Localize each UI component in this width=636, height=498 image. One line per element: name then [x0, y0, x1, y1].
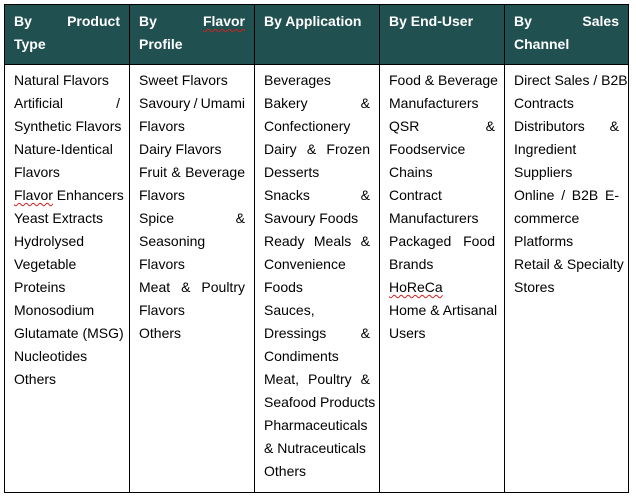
list-item-line: Spice &: [139, 210, 245, 226]
list-item-line: Flavors: [14, 164, 60, 180]
list-item-line: Natural Flavors: [14, 72, 109, 88]
list-item-line: Savoury Foods: [264, 210, 359, 226]
list-item-line: QSR &: [389, 118, 495, 134]
header-sales-channel: [505, 5, 628, 65]
header-label: By Application: [264, 13, 362, 29]
list-item-line: Condiments: [264, 348, 339, 364]
list-item-line: & Nutraceuticals: [264, 440, 366, 456]
list-item-line: Platforms: [514, 233, 574, 249]
list-item-line: Monosodium: [14, 302, 95, 318]
list-item-line: Stores: [514, 279, 555, 295]
list-item-line: Meat, Poultry &: [264, 371, 370, 387]
header-product-type: [5, 5, 129, 65]
list-item-line: Fruit & Beverage: [139, 164, 245, 180]
header-label-line-1: By Sales: [514, 13, 619, 29]
list-item-line: Sauces,: [264, 302, 315, 318]
list-item-line: Pharmaceuticals: [264, 417, 368, 433]
list-item-line: Proteins: [14, 279, 66, 295]
list-item-line: Direct Sales / B2B: [514, 72, 628, 88]
list-item-line: Glutamate (MSG): [14, 325, 124, 341]
list-item-line: Foodservice: [389, 141, 466, 157]
list-item-line: Manufacturers: [389, 95, 479, 111]
list-item-line: Bakery &: [264, 95, 370, 111]
list-item-line: Flavors: [139, 302, 185, 318]
list-item-line: Manufacturers: [389, 210, 479, 226]
header-label-line-2: Channel: [514, 36, 570, 52]
list-item-line: Desserts: [264, 164, 320, 180]
list-item-line: Suppliers: [514, 164, 573, 180]
list-item-line: Packaged Food: [389, 233, 495, 249]
list-item-line: Seafood Products: [264, 394, 376, 410]
list-item-line: Distributors &: [514, 118, 619, 134]
list-item-line: Sweet Flavors: [139, 72, 228, 88]
list-item-line: Foods: [264, 279, 303, 295]
list-item-line: Synthetic Flavors: [14, 118, 122, 134]
list-item-line: Ingredient: [514, 141, 577, 157]
list-item-line: Contracts: [514, 95, 574, 111]
column-end-user: [379, 5, 504, 492]
list-item-line: Chains: [389, 164, 433, 180]
list-item-line: Nucleotides: [14, 348, 88, 364]
list-item-line: Retail & Specialty: [514, 256, 624, 272]
list-item-line: Artificial /: [14, 95, 120, 111]
list-item-line: Home & Artisanal: [389, 302, 498, 318]
list-item-line: Flavors: [139, 118, 185, 134]
list-item-line: Dairy & Frozen: [264, 141, 370, 157]
list-item-line: Flavor Enhancers: [14, 187, 124, 203]
list-item-line: Convenience: [264, 256, 346, 272]
header-end-user: [380, 5, 504, 65]
list-item-line: Nature-Identical: [14, 141, 113, 157]
column-application: [254, 5, 379, 492]
column-product-type: [5, 5, 129, 492]
header-label: By End-User: [389, 13, 474, 29]
header-label: By Product Type: [14, 13, 120, 52]
list-item-line: Vegetable: [14, 256, 77, 272]
list-item-line: Confectionery: [264, 118, 351, 134]
list-item-line: Contract: [389, 187, 442, 203]
list-item-line: Snacks &: [264, 187, 370, 203]
list-item-line: Online / B2B E-: [514, 187, 619, 203]
list-item-line: Dairy Flavors: [139, 141, 222, 157]
list-item-line: Seasoning: [139, 233, 206, 249]
list-item-line: commerce: [514, 210, 580, 226]
list-item-line: Beverages: [264, 72, 331, 88]
list-item-line: Flavors: [139, 256, 185, 272]
cell-flavor-profile: [130, 65, 254, 492]
column-flavor-profile: [129, 5, 254, 492]
cell-sales-channel: [505, 65, 628, 492]
list-item-line: Food & Beverage: [389, 72, 498, 88]
list-item-line: Others: [139, 325, 182, 341]
list-item-line: Dressings &: [264, 325, 370, 341]
header-label: By Flavor Profile: [139, 13, 245, 52]
list-item-line: Flavors: [139, 187, 185, 203]
column-sales-channel: [504, 5, 628, 492]
list-item-line: Brands: [389, 256, 434, 272]
list-item-line: Ready Meals &: [264, 233, 370, 249]
list-item-line: Yeast Extracts: [14, 210, 103, 226]
list-item-line: Meat & Poultry: [139, 279, 245, 295]
cell-end-user: [380, 65, 504, 492]
list-item-line: Others: [264, 463, 307, 479]
header-flavor-profile: [130, 5, 254, 65]
list-item-line: Savoury / Umami: [139, 95, 245, 111]
list-item-line: Others: [14, 371, 57, 387]
cell-application: [255, 65, 379, 492]
list-item-line: HoReCa: [389, 279, 443, 295]
list-item-line: Users: [389, 325, 426, 341]
cell-product-type: [5, 65, 129, 492]
segmentation-table: [4, 4, 629, 493]
header-application: [255, 5, 379, 65]
list-item-line: Hydrolysed: [14, 233, 85, 249]
